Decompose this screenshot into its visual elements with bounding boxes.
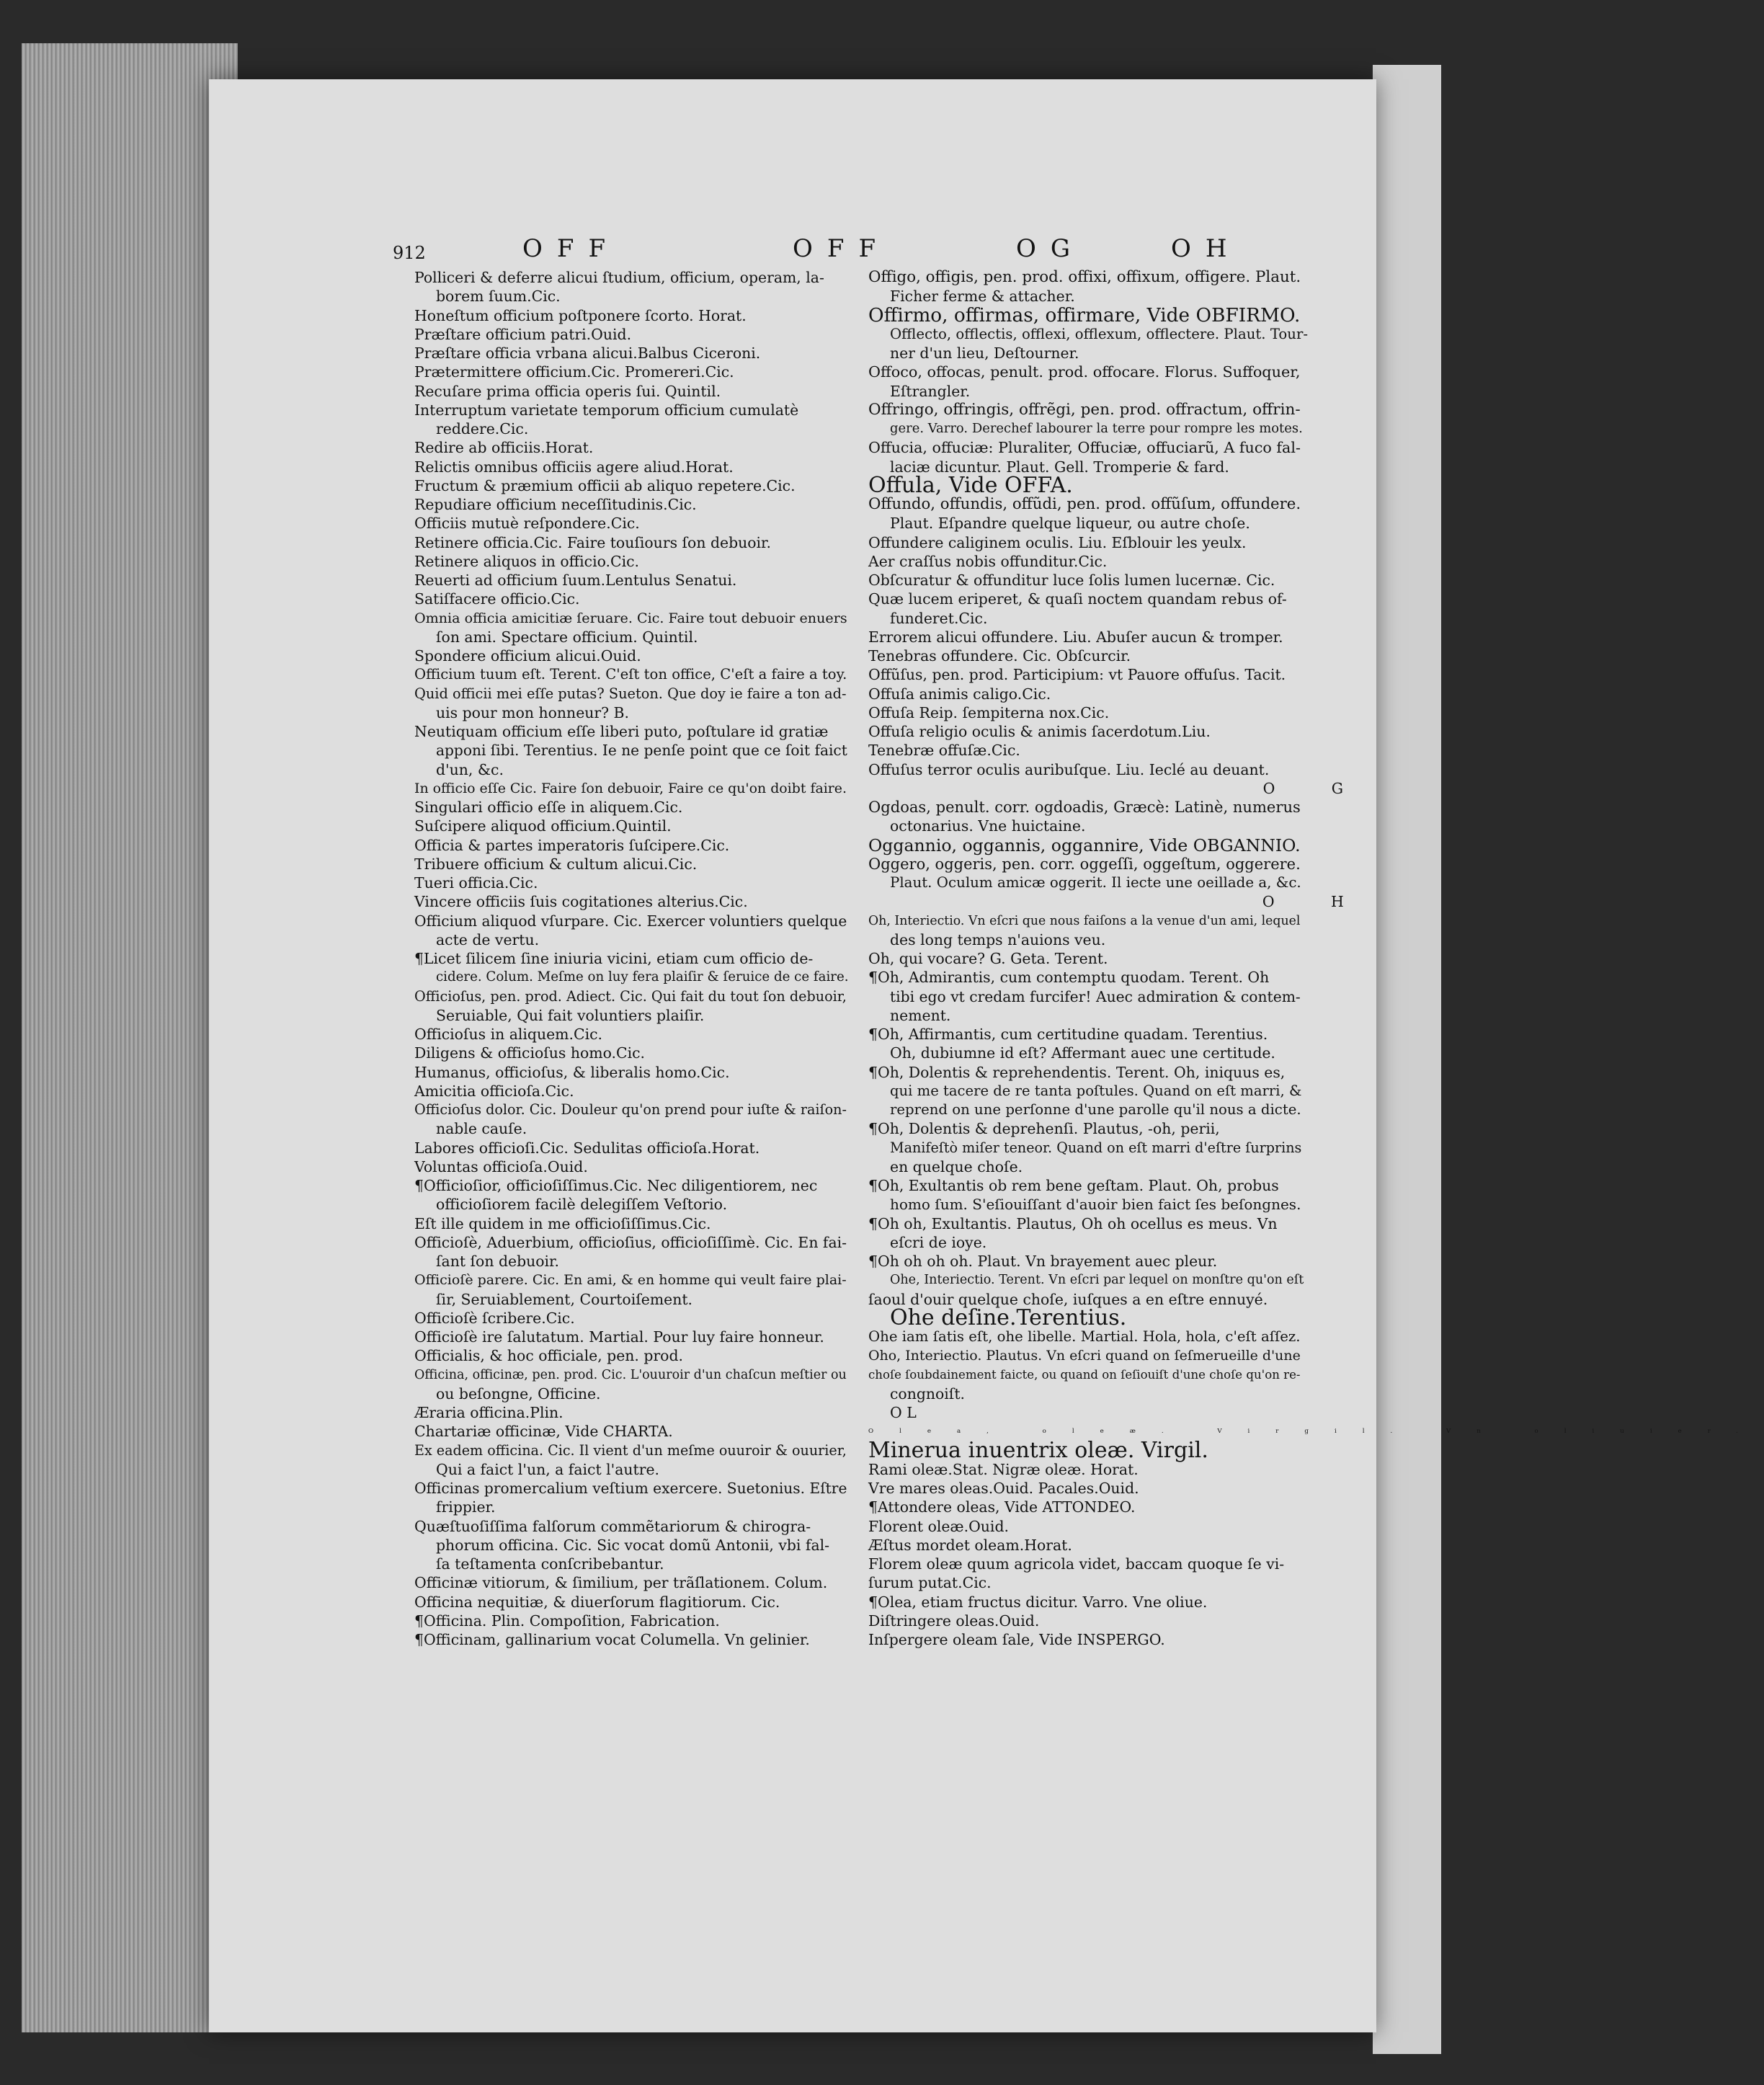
- dictionary-line: Fructum & præmium officii ab aliquo repetere.Cic.: [414, 476, 796, 494]
- dictionary-line: Officioſè, Aduerbium, officioſius, officioſiſſimè. Cic. En fai-: [414, 1233, 847, 1251]
- dictionary-line: Rami oleæ.Stat. Nigræ oleæ. Horat.: [868, 1460, 1139, 1478]
- dictionary-line: Offirmo, offirmas, offirmare, Vide OBFIRMO.: [868, 304, 1301, 326]
- dictionary-line: Eſt ille quidem in me officioſiſſimus.Cic.: [414, 1214, 711, 1232]
- dictionary-line: Satiſfacere officio.Cic.: [414, 590, 580, 608]
- dictionary-line: ¶Officioſior, officioſiſſimus.Cic. Nec diligentiorem, nec: [414, 1177, 818, 1194]
- dictionary-line: eſcri de ioye.: [890, 1233, 987, 1251]
- dictionary-line: Tenebræ offuſæ.Cic.: [868, 742, 1020, 760]
- dictionary-line: Neutiquam officium eſſe liberi puto, poſtulare id gratiæ: [414, 723, 829, 740]
- dictionary-line: ¶Oh, Dolentis & deprehenſi. Plautus, -oh, perii,: [868, 1120, 1220, 1138]
- running-head: [393, 234, 1279, 267]
- dictionary-line: Chartariæ officinæ, Vide CHARTA.: [414, 1423, 673, 1441]
- dictionary-line: Relictis omnibus officiis agere aliud.Horat.: [414, 458, 734, 476]
- dictionary-line: Offlecto, offlectis, offlexi, offlexum, offlectere. Plaut. Tour-: [890, 325, 1309, 342]
- dictionary-line: Plaut. Oculum amicæ oggerit. Il iecte une oeillade a, &c.: [890, 874, 1301, 891]
- dictionary-line: Officium tuum eſt. Terent. C'eſt ton office, C'eſt a faire a toy.: [414, 666, 847, 683]
- dictionary-line: Recuſare prima officia operis ſui. Quintil.: [414, 382, 721, 400]
- dictionary-line: Voluntas officioſa.Ouid.: [414, 1157, 588, 1175]
- running-head-word: OH: [1171, 234, 1242, 263]
- dictionary-line: Ohe iam ſatis eſt, ohe libelle. Martial. Hola, hola, c'eſt aſſez.: [868, 1328, 1301, 1345]
- dictionary-line: Quid officii mei eſſe putas? Sueton. Que doy ie faire a ton ad-: [414, 685, 847, 702]
- dictionary-line: Æraria officina.Plin.: [414, 1404, 564, 1421]
- right-column: [868, 268, 1764, 1649]
- dictionary-line: Oho, Interiectio. Plautus. Vn eſcri quand on ſeſmerueille d'une: [868, 1348, 1301, 1364]
- running-head-word: OG: [1016, 234, 1085, 263]
- dictionary-line: Plaut. Eſpandre quelque liqueur, ou autre choſe.: [890, 515, 1250, 533]
- dictionary-line: Vincere officiis ſuis cogitationes alterius.Cic.: [414, 893, 748, 911]
- dictionary-line: Inſpergere oleam ſale, Vide INSPERGO.: [868, 1631, 1165, 1648]
- dictionary-line: Florent oleæ.Ouid.: [868, 1517, 1009, 1535]
- dictionary-line: Officioſus dolor. Cic. Douleur qu'on prend pour iuſte & raiſon-: [414, 1101, 847, 1118]
- dictionary-line: Obſcuratur & offunditur luce ſolis lumen lucernæ. Cic.: [868, 572, 1275, 589]
- dictionary-line: Ogdoas, penult. corr. ogdoadis, Græcè: Latinè, numerus: [868, 798, 1301, 816]
- dictionary-line: ¶Officinam, gallinarium vocat Columella. Vn gelinier.: [414, 1631, 810, 1648]
- dictionary-line: ¶Oh oh, Exultantis. Plautus, Oh oh ocellus es meus. Vn: [868, 1214, 1278, 1232]
- dictionary-line: Officiis mutuè reſpondere.Cic.: [414, 515, 640, 533]
- dictionary-line: ¶Olea, etiam fructus dicitur. Varro. Vne oliue.: [868, 1593, 1208, 1611]
- page-edge-stack: [22, 43, 238, 2032]
- dictionary-line: congnoiſt.: [890, 1384, 966, 1402]
- dictionary-line: gere. Varro. Derechef labourer la terre pour rompre les motes.: [890, 421, 1303, 436]
- section-heading: O H: [1262, 893, 1370, 911]
- dictionary-line: frippier.: [436, 1498, 496, 1516]
- dictionary-line: Humanus, officioſus, & liberalis homo.Cic.: [414, 1063, 730, 1081]
- dictionary-line: ſant ſon debuoir.: [436, 1253, 560, 1270]
- dictionary-line: Retinere aliquos in officio.Cic.: [414, 552, 640, 570]
- dictionary-line: Reuerti ad officium ſuum.Lentulus Senatui.: [414, 572, 737, 589]
- dictionary-line: tibi ego vt credam furcifer! Auec admiration & contem-: [890, 987, 1301, 1005]
- dictionary-line: ¶Oh, Admirantis, cum contemptu quodam. Terent. Oh: [868, 969, 1270, 987]
- dictionary-line: acte de vertu.: [436, 930, 540, 948]
- dictionary-line: ¶Oh, Affirmantis, cum certitudine quadam. Terentius.: [868, 1026, 1268, 1043]
- dictionary-line: Interruptum varietate temporum officium cumulatè: [414, 401, 799, 419]
- dictionary-line: Offũſus, pen. prod. Participium: vt Pauore offuſus. Tacit.: [868, 666, 1286, 684]
- dictionary-line: Offoco, offocas, penult. prod. offocare. Florus. Suffoquer,: [868, 363, 1301, 381]
- dictionary-line: Ex eadem officina. Cic. Il vient d'un meſme ouuroir & ouurier,: [414, 1441, 847, 1459]
- dictionary-line: Officina, officinæ, pen. prod. Cic. L'ouuroir d'un chaſcun meſtier ou: [414, 1367, 847, 1382]
- dictionary-line: Retinere officia.Cic. Faire touſiours ſon debuoir.: [414, 533, 772, 551]
- dictionary-line: Diligens & officioſus homo.Cic.: [414, 1044, 646, 1062]
- section-heading: Olea, oleæ. Virgil. Vn oliuier.: [868, 1428, 1764, 1436]
- dictionary-line: choſe ſoubdainement faicte, ou quand on ſeſiouiſt d'une choſe qu'on re-: [868, 1367, 1301, 1382]
- dictionary-line: ſon ami. Spectare officium. Quintil.: [436, 628, 698, 646]
- dictionary-line: Officina nequitiæ, & diuerſorum flagitiorum. Cic.: [414, 1593, 780, 1611]
- running-head-word: OFF: [522, 234, 620, 263]
- dictionary-line: Officioſus, pen. prod. Adiect. Cic. Qui fait du tout ſon debuoir,: [414, 987, 847, 1005]
- dictionary-line: Quæ lucem eriperet, & quaſi noctem quandam rebus of-: [868, 590, 1287, 608]
- dictionary-line: en quelque choſe.: [890, 1157, 1023, 1175]
- dictionary-line: Oh, Interiectio. Vn eſcri que nous faiſons a la venue d'un ami, lequel: [868, 913, 1301, 928]
- dictionary-line: Labores officioſi.Cic. Sedulitas officioſa.Horat.: [414, 1139, 760, 1157]
- dictionary-line: Officioſus in aliquem.Cic.: [414, 1026, 602, 1043]
- dictionary-line: Tribuere officium & cultum alicui.Cic.: [414, 855, 698, 873]
- dictionary-line: Ficher ferme & attacher.: [890, 288, 1075, 306]
- dictionary-line: ſaoul d'ouir quelque choſe, iuſques a en eſtre ennuyé.: [868, 1290, 1268, 1308]
- dictionary-line: Minerua inuentrix oleæ. Virgil.: [868, 1437, 1208, 1463]
- page-number: 912: [393, 243, 426, 263]
- dictionary-line: Amicitia officioſa.Cic.: [414, 1082, 574, 1100]
- dictionary-line: ¶Officina. Plin. Compoſition, Fabrication.: [414, 1611, 720, 1630]
- dictionary-line: Seruiable, Qui fait voluntiers plaiſir.: [436, 1006, 705, 1024]
- dictionary-line: octonarius. Vne huictaine.: [890, 817, 1086, 835]
- dictionary-line: ſa teſtamenta conſcribebantur.: [436, 1555, 664, 1573]
- dictionary-line: reddere.Cic.: [436, 420, 529, 437]
- dictionary-line: Offringo, offringis, offrẽgi, pen. prod. offractum, offrin-: [868, 400, 1301, 419]
- dictionary-line: Vre mares oleas.Ouid. Pacales.Ouid.: [868, 1480, 1139, 1497]
- dictionary-line: Officia & partes imperatoris ſuſcipere.Cic.: [414, 836, 730, 854]
- dictionary-line: Omnia officia amicitiæ ſeruare. Cic. Faire tout debuoir enuers: [414, 609, 847, 626]
- running-head-word: OFF: [793, 234, 891, 263]
- dictionary-line: Aer craſſus nobis offunditur.Cic.: [868, 552, 1108, 570]
- dictionary-line: Errorem alicui offundere. Liu. Abuſer aucun & tromper.: [868, 628, 1283, 646]
- dictionary-line: Qui a faict l'un, a faict l'autre.: [436, 1460, 660, 1478]
- section-heading: O G: [1262, 779, 1370, 797]
- dictionary-line: ſir, Seruiablement, Courtoiſement.: [436, 1290, 693, 1308]
- dictionary-line: Spondere officium alicui.Ouid.: [414, 647, 641, 664]
- dictionary-line: In officio eſſe Cic. Faire ſon debuoir, Faire ce qu'on doibt faire.: [414, 780, 847, 796]
- dictionary-line: Oh, qui vocare? G. Geta. Terent.: [868, 950, 1108, 967]
- dictionary-line: officioſiorem facilè delegiſſem Veſtorio.: [436, 1196, 728, 1214]
- dictionary-line: Offuſa religio oculis & animis ſacerdotum.Liu.: [868, 723, 1211, 740]
- dictionary-line: Manifeſtò miſer teneor. Quand on eſt marri d'eſtre ſurprins: [890, 1139, 1302, 1156]
- dictionary-line: Polliceri & deferre alicui ſtudium, officium, operam, la-: [414, 269, 824, 286]
- dictionary-line: Præſtare officium patri.Ouid.: [414, 325, 632, 343]
- dictionary-line: Oggannio, oggannis, oggannire, Vide OBGANNIO.: [868, 835, 1301, 855]
- dictionary-line: Singulari officio eſſe in aliquem.Cic.: [414, 799, 683, 816]
- dictionary-line: ¶Oh, Dolentis & reprehendentis. Terent. Oh, iniquus es,: [868, 1063, 1286, 1081]
- dictionary-line: Quæſtuoſiſſima falſorum commẽtariorum & chirogra-: [414, 1517, 811, 1535]
- dictionary-line: nable cauſe.: [436, 1120, 527, 1138]
- dictionary-line: phorum officina. Cic. Sic vocat domũ Antonii, vbi fal-: [436, 1536, 830, 1554]
- dictionary-line: des long temps n'auions veu.: [890, 930, 1106, 948]
- dictionary-line: reprend on une perſonne d'une parolle qu'il nous a dicte.: [890, 1101, 1301, 1118]
- dictionary-line: funderet.Cic.: [890, 609, 988, 627]
- left-column: [414, 268, 849, 1649]
- dictionary-line: Officioſè ſcribere.Cic.: [414, 1309, 575, 1327]
- dictionary-line: ¶Licet ſilicem ſine iniuria vicini, etiam cum officio de-: [414, 950, 814, 967]
- dictionary-line: ſurum putat.Cic.: [868, 1574, 992, 1592]
- dictionary-line: Offuſus terror oculis auribuſque. Liu. Ieclé au deuant.: [868, 760, 1270, 778]
- dictionary-line: ¶Attondere oleas, Vide ATTONDEO.: [868, 1498, 1136, 1516]
- dictionary-line: Offigo, offigis, pen. prod. offixi, offixum, offigere. Plaut.: [868, 268, 1301, 286]
- dictionary-line: Officioſè ire ſalutatum. Martial. Pour luy faire honneur.: [414, 1328, 824, 1346]
- dictionary-line: Offula, Vide OFFA.: [868, 472, 1073, 498]
- dictionary-line: Tenebras offundere. Cic. Obſcurcir.: [868, 647, 1131, 664]
- dictionary-line: Oh, dubiumne id eſt? Affermant auec une certitude.: [890, 1044, 1275, 1062]
- dictionary-line: d'un, &c.: [436, 760, 504, 778]
- dictionary-line: qui me tacere de re tanta poſtules. Quand on eſt marri, &: [890, 1082, 1302, 1099]
- dictionary-line: Ohe deſine.Terentius.: [890, 1304, 1127, 1330]
- dictionary-line: cidere. Colum. Meſme on luy fera plaiſir & ſeruice de ce faire.: [436, 969, 849, 985]
- dictionary-line: Suſcipere aliquod officium.Quintil.: [414, 817, 672, 835]
- dictionary-line: Oggero, oggeris, pen. corr. oggeſſi, oggeſtum, oggerere.: [868, 855, 1301, 873]
- dictionary-line: borem ſuum.Cic.: [436, 288, 561, 306]
- dictionary-line: Repudiare officium neceſſitudinis.Cic.: [414, 496, 697, 513]
- dictionary-line: Offundere caliginem oculis. Liu. Eſblouir les yeulx.: [868, 533, 1247, 551]
- dictionary-line: ¶Oh oh oh oh. Plaut. Vn brayement auec pleur.: [868, 1253, 1218, 1270]
- dictionary-line: Æſtus mordet oleam.Horat.: [868, 1536, 1072, 1554]
- dictionary-line: Offundo, offundis, offũdi, pen. prod. offũſum, offundere.: [868, 495, 1301, 513]
- dictionary-line: laciæ dicuntur. Plaut. Gell. Tromperie & fard.: [890, 458, 1229, 476]
- dictionary-line: Offuſa Reip. ſempiterna nox.Cic.: [868, 703, 1110, 721]
- dictionary-line: Officialis, & hoc officiale, pen. prod.: [414, 1347, 683, 1365]
- dictionary-line: Prætermittere officium.Cic. Promereri.Cic.: [414, 363, 734, 381]
- dictionary-line: Tueri officia.Cic.: [414, 874, 538, 892]
- dictionary-line: O L: [890, 1404, 917, 1421]
- dictionary-line: Officium aliquod vſurpare. Cic. Exercer voluntiers quelque: [414, 912, 847, 930]
- dictionary-line: homo ſum. S'eſiouiſſant d'auoir bien faict ſes beſongnes.: [890, 1196, 1301, 1214]
- dictionary-line: Officinæ vitiorum, & ſimilium, per trãſlationem. Colum.: [414, 1574, 828, 1592]
- dictionary-line: uis pour mon honneur? B.: [436, 703, 630, 721]
- dictionary-line: ou beſongne, Officine.: [436, 1384, 601, 1402]
- dictionary-line: Diſtringere oleas.Ouid.: [868, 1611, 1040, 1630]
- dictionary-line: apponi ſibi. Terentius. Ie ne penſe point que ce ſoit faict: [436, 742, 847, 760]
- dictionary-line: ¶Oh, Exultantis ob rem bene geſtam. Plaut. Oh, probus: [868, 1177, 1279, 1194]
- dictionary-line: Offuſa animis caligo.Cic.: [868, 685, 1051, 703]
- dictionary-line: Eſtrangler.: [890, 382, 971, 400]
- dictionary-line: Officinas promercalium veſtium exercere. Suetonius. Eſtre: [414, 1480, 847, 1497]
- dictionary-line: Præſtare officia vrbana alicui.Balbus Ciceroni.: [414, 344, 761, 362]
- dictionary-line: Officioſè parere. Cic. En ami, & en homme qui veult faire plai-: [414, 1272, 847, 1289]
- dictionary-line: Redire ab officiis.Horat.: [414, 439, 594, 457]
- dictionary-line: Ohe, Interiectio. Terent. Vn eſcri par lequel on monſtre qu'on eſt: [890, 1273, 1304, 1288]
- dictionary-line: Offucia, offuciæ: Pluraliter, Offuciæ, offuciarũ, A fuco fal-: [868, 439, 1301, 457]
- dictionary-line: Honeſtum officium poſtponere ſcorto. Horat.: [414, 306, 747, 324]
- dictionary-line: ner d'un lieu, Deſtourner.: [890, 344, 1079, 362]
- dictionary-line: nement.: [890, 1006, 951, 1024]
- dictionary-line: Florem oleæ quum agricola videt, baccam quoque ſe vi-: [868, 1555, 1285, 1573]
